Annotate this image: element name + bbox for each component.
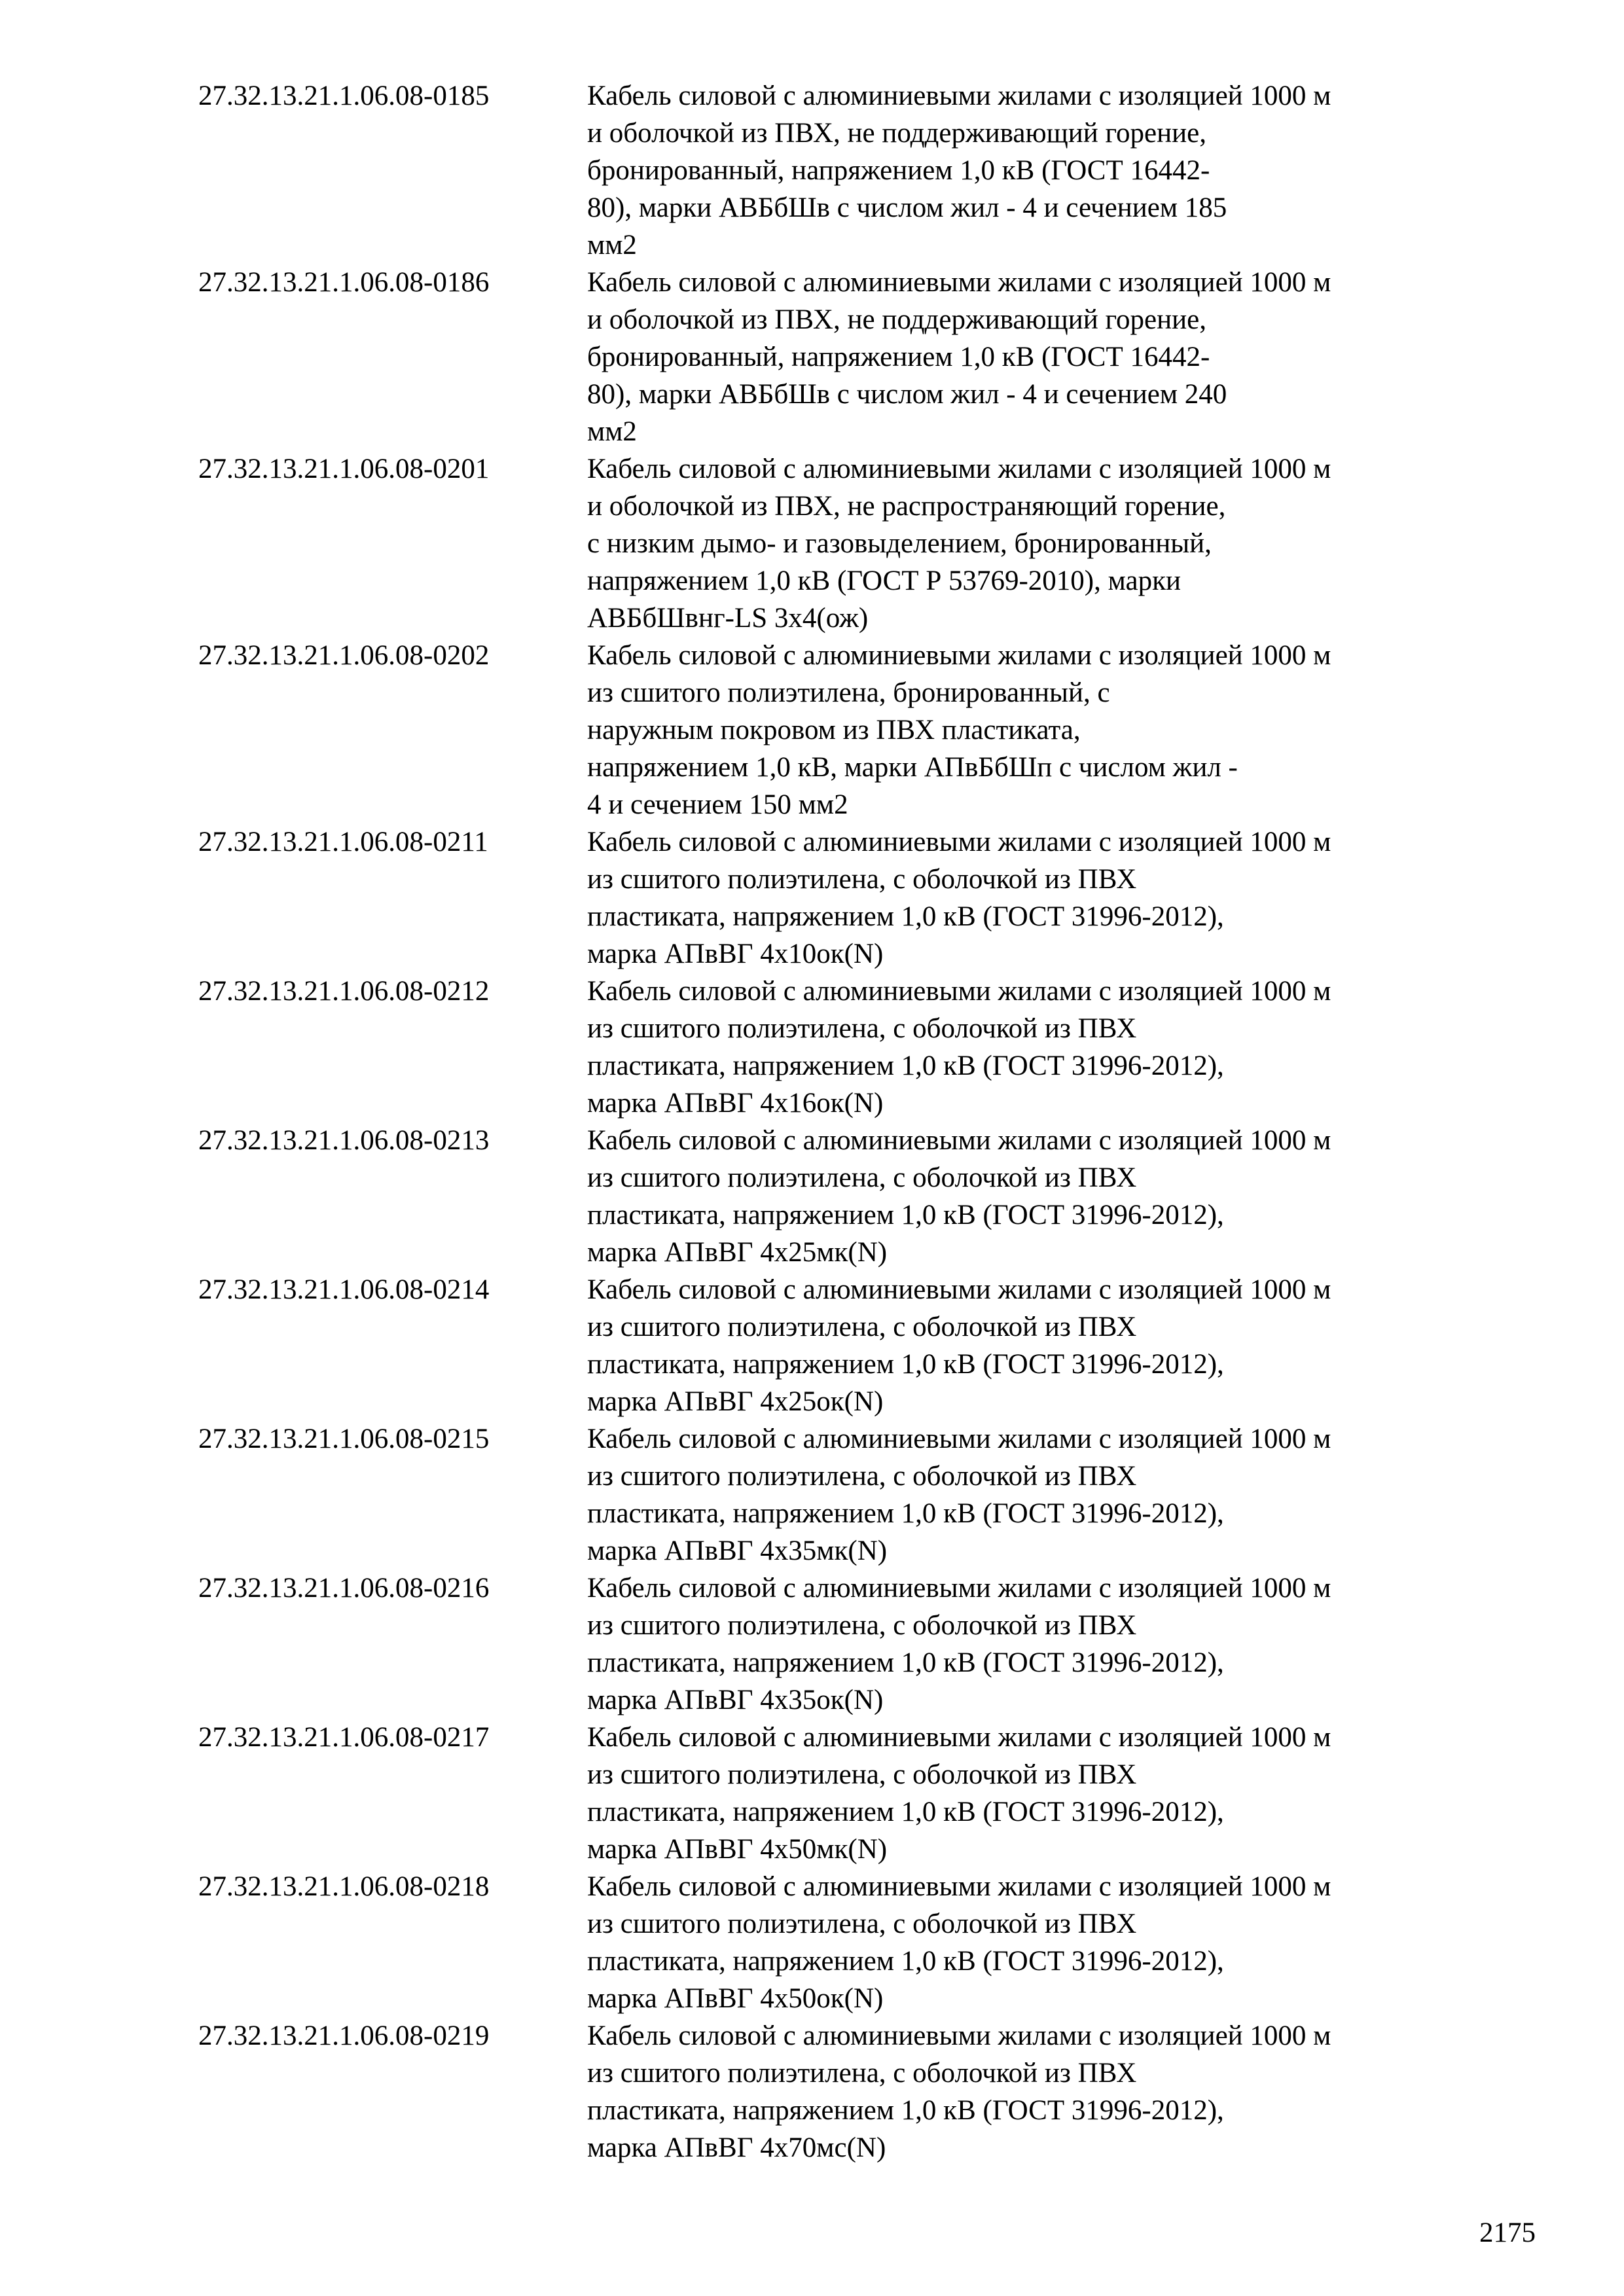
entry-code: 27.32.13.21.1.06.08-0218	[198, 1871, 490, 1902]
entry-description	[587, 823, 1504, 973]
description-line: из сшитого полиэтилена, с оболочкой из ПВХ	[587, 2058, 1137, 2089]
catalog-entry	[0, 264, 1624, 450]
description-line: Кабель силовой с алюминиевыми жилами с изоляцией 1000 м	[587, 827, 1331, 857]
description-line: пластиката, напряжением 1,0 кВ (ГОСТ 31996-2012),	[587, 2095, 1224, 2126]
description-line: и оболочкой из ПВХ, не распространяющий горение,	[587, 491, 1226, 522]
description-line: марка АПвВГ 4х35ок(N)	[587, 1685, 884, 1715]
description-line: и оболочкой из ПВХ, не поддерживающий горение,	[587, 118, 1206, 149]
description-line: 4 и сечением 150 мм2	[587, 789, 848, 820]
entry-description	[587, 973, 1504, 1122]
entry-description	[587, 77, 1504, 264]
entry-description	[587, 637, 1504, 823]
entry-description	[587, 1420, 1504, 1570]
description-line: пластиката, напряжением 1,0 кВ (ГОСТ 31996-2012),	[587, 1647, 1224, 1678]
catalog-entry	[0, 1271, 1624, 1420]
description-line: из сшитого полиэтилена, с оболочкой из ПВХ	[587, 1909, 1137, 1939]
entry-code: 27.32.13.21.1.06.08-0217	[198, 1722, 490, 1753]
entry-code: 27.32.13.21.1.06.08-0212	[198, 976, 490, 1007]
description-line: 80), марки АВБбШв с числом жил - 4 и сечением 240	[587, 379, 1227, 410]
description-line: 80), марки АВБбШв с числом жил - 4 и сечением 185	[587, 192, 1227, 223]
description-line: Кабель силовой с алюминиевыми жилами с изоляцией 1000 м	[587, 1871, 1331, 1902]
description-line: Кабель силовой с алюминиевыми жилами с изоляцией 1000 м	[587, 640, 1331, 671]
description-line: пластиката, напряжением 1,0 кВ (ГОСТ 31996-2012),	[587, 1797, 1224, 1827]
description-line: марка АПвВГ 4х50ок(N)	[587, 1983, 884, 2014]
description-line: Кабель силовой с алюминиевыми жилами с изоляцией 1000 м	[587, 1722, 1331, 1753]
catalog-entry	[0, 823, 1624, 973]
entry-code: 27.32.13.21.1.06.08-0211	[198, 827, 488, 857]
description-line: Кабель силовой с алюминиевыми жилами с изоляцией 1000 м	[587, 2020, 1331, 2051]
description-line: Кабель силовой с алюминиевыми жилами с изоляцией 1000 м	[587, 267, 1331, 298]
entry-code: 27.32.13.21.1.06.08-0185	[198, 81, 490, 111]
description-line: из сшитого полиэтилена, бронированный, с	[587, 677, 1110, 708]
catalog-entry	[0, 1420, 1624, 1570]
entry-description	[587, 450, 1504, 637]
catalog-entry	[0, 1122, 1624, 1271]
catalog-entry	[0, 450, 1624, 637]
description-line: пластиката, напряжением 1,0 кВ (ГОСТ 31996-2012),	[587, 1349, 1224, 1380]
description-line: наружным покровом из ПВХ пластиката,	[587, 715, 1081, 745]
entry-description	[587, 1570, 1504, 1719]
description-line: напряжением 1,0 кВ, марки АПвБбШп с числом жил -	[587, 752, 1238, 783]
description-line: Кабель силовой с алюминиевыми жилами с изоляцией 1000 м	[587, 1274, 1331, 1305]
description-line: из сшитого полиэтилена, с оболочкой из ПВХ	[587, 1759, 1137, 1790]
description-line: мм2	[587, 230, 637, 260]
description-line: из сшитого полиэтилена, с оболочкой из ПВХ	[587, 864, 1137, 895]
description-line: марка АПвВГ 4х35мк(N)	[587, 1535, 888, 1566]
page-number: 2175	[1479, 2217, 1536, 2248]
catalog-entry	[0, 1719, 1624, 1868]
description-line: напряжением 1,0 кВ (ГОСТ Р 53769-2010), марки	[587, 565, 1182, 596]
description-line: и оболочкой из ПВХ, не поддерживающий горение,	[587, 304, 1206, 335]
description-line: из сшитого полиэтилена, с оболочкой из ПВХ	[587, 1162, 1137, 1193]
description-line: Кабель силовой с алюминиевыми жилами с изоляцией 1000 м	[587, 976, 1331, 1007]
entry-description	[587, 2017, 1504, 2166]
description-line: пластиката, напряжением 1,0 кВ (ГОСТ 31996-2012),	[587, 901, 1224, 932]
description-line: из сшитого полиэтилена, с оболочкой из ПВХ	[587, 1013, 1137, 1044]
description-line: пластиката, напряжением 1,0 кВ (ГОСТ 31996-2012),	[587, 1200, 1224, 1230]
entry-code: 27.32.13.21.1.06.08-0186	[198, 267, 490, 298]
description-line: Кабель силовой с алюминиевыми жилами с изоляцией 1000 м	[587, 1573, 1331, 1604]
description-line: из сшитого полиэтилена, с оболочкой из ПВХ	[587, 1312, 1137, 1342]
description-line: Кабель силовой с алюминиевыми жилами с изоляцией 1000 м	[587, 1125, 1331, 1156]
entry-description	[587, 1271, 1504, 1420]
description-line: бронированный, напряжением 1,0 кВ (ГОСТ 16442-	[587, 155, 1210, 186]
description-line: Кабель силовой с алюминиевыми жилами с изоляцией 1000 м	[587, 454, 1331, 484]
entry-description	[587, 1122, 1504, 1271]
entry-code: 27.32.13.21.1.06.08-0215	[198, 1424, 490, 1454]
catalog-entry	[0, 2017, 1624, 2166]
description-line: Кабель силовой с алюминиевыми жилами с изоляцией 1000 м	[587, 1424, 1331, 1454]
description-line: марка АПвВГ 4х25мк(N)	[587, 1237, 888, 1268]
description-line: марка АПвВГ 4х25ок(N)	[587, 1386, 884, 1417]
description-line: мм2	[587, 416, 637, 447]
entry-description	[587, 1719, 1504, 1868]
description-line: марка АПвВГ 4х16ок(N)	[587, 1088, 884, 1119]
entry-code: 27.32.13.21.1.06.08-0214	[198, 1274, 490, 1305]
description-line: бронированный, напряжением 1,0 кВ (ГОСТ 16442-	[587, 342, 1210, 372]
description-line: пластиката, напряжением 1,0 кВ (ГОСТ 31996-2012),	[587, 1946, 1224, 1977]
description-line: марка АПвВГ 4х10ок(N)	[587, 939, 884, 969]
entry-code: 27.32.13.21.1.06.08-0201	[198, 454, 490, 484]
entry-description	[587, 264, 1504, 450]
entry-code: 27.32.13.21.1.06.08-0213	[198, 1125, 490, 1156]
description-line: пластиката, напряжением 1,0 кВ (ГОСТ 31996-2012),	[587, 1498, 1224, 1529]
catalog-entry	[0, 77, 1624, 264]
description-line: Кабель силовой с алюминиевыми жилами с изоляцией 1000 м	[587, 81, 1331, 111]
description-line: из сшитого полиэтилена, с оболочкой из ПВХ	[587, 1461, 1137, 1492]
entry-code: 27.32.13.21.1.06.08-0219	[198, 2020, 490, 2051]
description-line: марка АПвВГ 4х50мк(N)	[587, 1834, 888, 1865]
catalog-entry	[0, 1570, 1624, 1719]
catalog-entry	[0, 637, 1624, 823]
description-line: с низким дымо- и газовыделением, бронированный,	[587, 528, 1212, 559]
entry-code: 27.32.13.21.1.06.08-0202	[198, 640, 490, 671]
catalog-entry	[0, 973, 1624, 1122]
description-line: АВБбШвнг-LS 3х4(ож)	[587, 603, 869, 634]
entry-description	[587, 1868, 1504, 2017]
description-line: пластиката, напряжением 1,0 кВ (ГОСТ 31996-2012),	[587, 1050, 1224, 1081]
catalog-entry	[0, 1868, 1624, 2017]
description-line: марка АПвВГ 4х70мс(N)	[587, 2132, 886, 2163]
description-line: из сшитого полиэтилена, с оболочкой из ПВХ	[587, 1610, 1137, 1641]
entry-code: 27.32.13.21.1.06.08-0216	[198, 1573, 490, 1604]
